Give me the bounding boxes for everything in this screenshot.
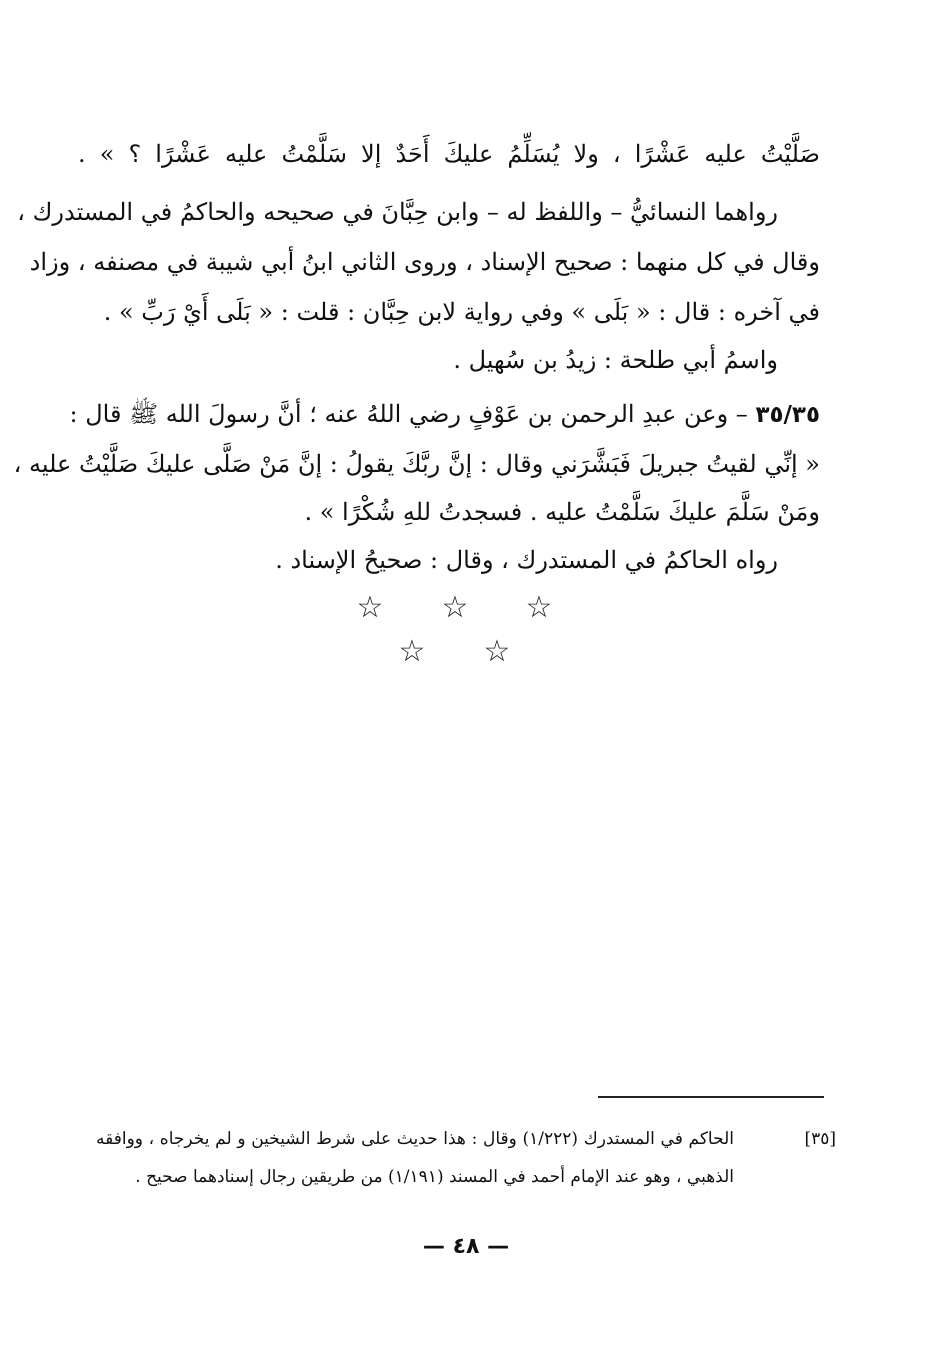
text-line-2: رواهما النسائيُّ – واللفظ له – وابن حِبَّانَ في صحيحه والحاكمُ في المستدرك ، <box>17 198 778 226</box>
footnote-line-2: الذهبي ، وهو عند الإمام أحمد في المسند (١/١٩١) من طريقين رجال إسنادهما صحيح . <box>135 1167 734 1187</box>
footnote-marker: [٣٥] <box>804 1129 836 1149</box>
text-line-5: واسمُ أبي طلحة : زيدُ بن سُهيل . <box>453 346 778 374</box>
hadith-number: ٣٥/٣٥ <box>755 402 820 428</box>
page-number: — ٤٨ — <box>422 1234 510 1259</box>
text-line-8: ومَنْ سَلَّمَ عليكَ سَلَّمْتُ عليه . فسجدتُ للهِ شُكْرًا » . <box>304 498 820 526</box>
star-icon: ☆ <box>441 590 469 625</box>
hadith-35-line <box>69 392 820 436</box>
hadith-35-opening: – وعن عبدِ الرحمن بن عَوْفٍ رضي اللهُ عنه ؛ أنَّ رسولَ الله ﷺ قال : <box>69 400 748 428</box>
text-line-9: رواه الحاكمُ في المستدرك ، وقال : صحيحُ الإسناد . <box>275 546 778 574</box>
footnote-line-1: الحاكم في المستدرك (١/٢٢٢) وقال : هذا حديث على شرط الشيخين و لم يخرجاه ، ووافقه <box>96 1129 734 1149</box>
text-line-1: صَلَّيْتُ عليه عَشْرًا ، ولا يُسَلِّمُ عليكَ أَحَدٌ إلا سَلَّمْتُ عليه عَشْرًا ؟ » . <box>78 140 820 168</box>
star-icon: ☆ <box>356 590 384 625</box>
star-icon: ☆ <box>398 634 426 669</box>
text-line-3: وقال في كل منهما : صحيح الإسناد ، وروى الثاني ابنُ أبي شيبة في مصنفه ، وزاد <box>29 248 820 276</box>
text-line-4: في آخره : قال : « بَلَى » وفي رواية لابن حِبَّان : قلت : « بَلَى أَيْ رَبِّ » . <box>103 298 820 326</box>
star-icon: ☆ <box>525 590 553 625</box>
footnote-separator <box>598 1096 824 1098</box>
star-icon: ☆ <box>483 634 511 669</box>
text-line-7: « إنِّي لقيتُ جبريلَ فَبَشَّرَني وقال : إنَّ ربَّكَ يقولُ : إنَّ مَنْ صَلَّى عليكَ صَلَّيْتُ عليه ، <box>13 450 820 478</box>
